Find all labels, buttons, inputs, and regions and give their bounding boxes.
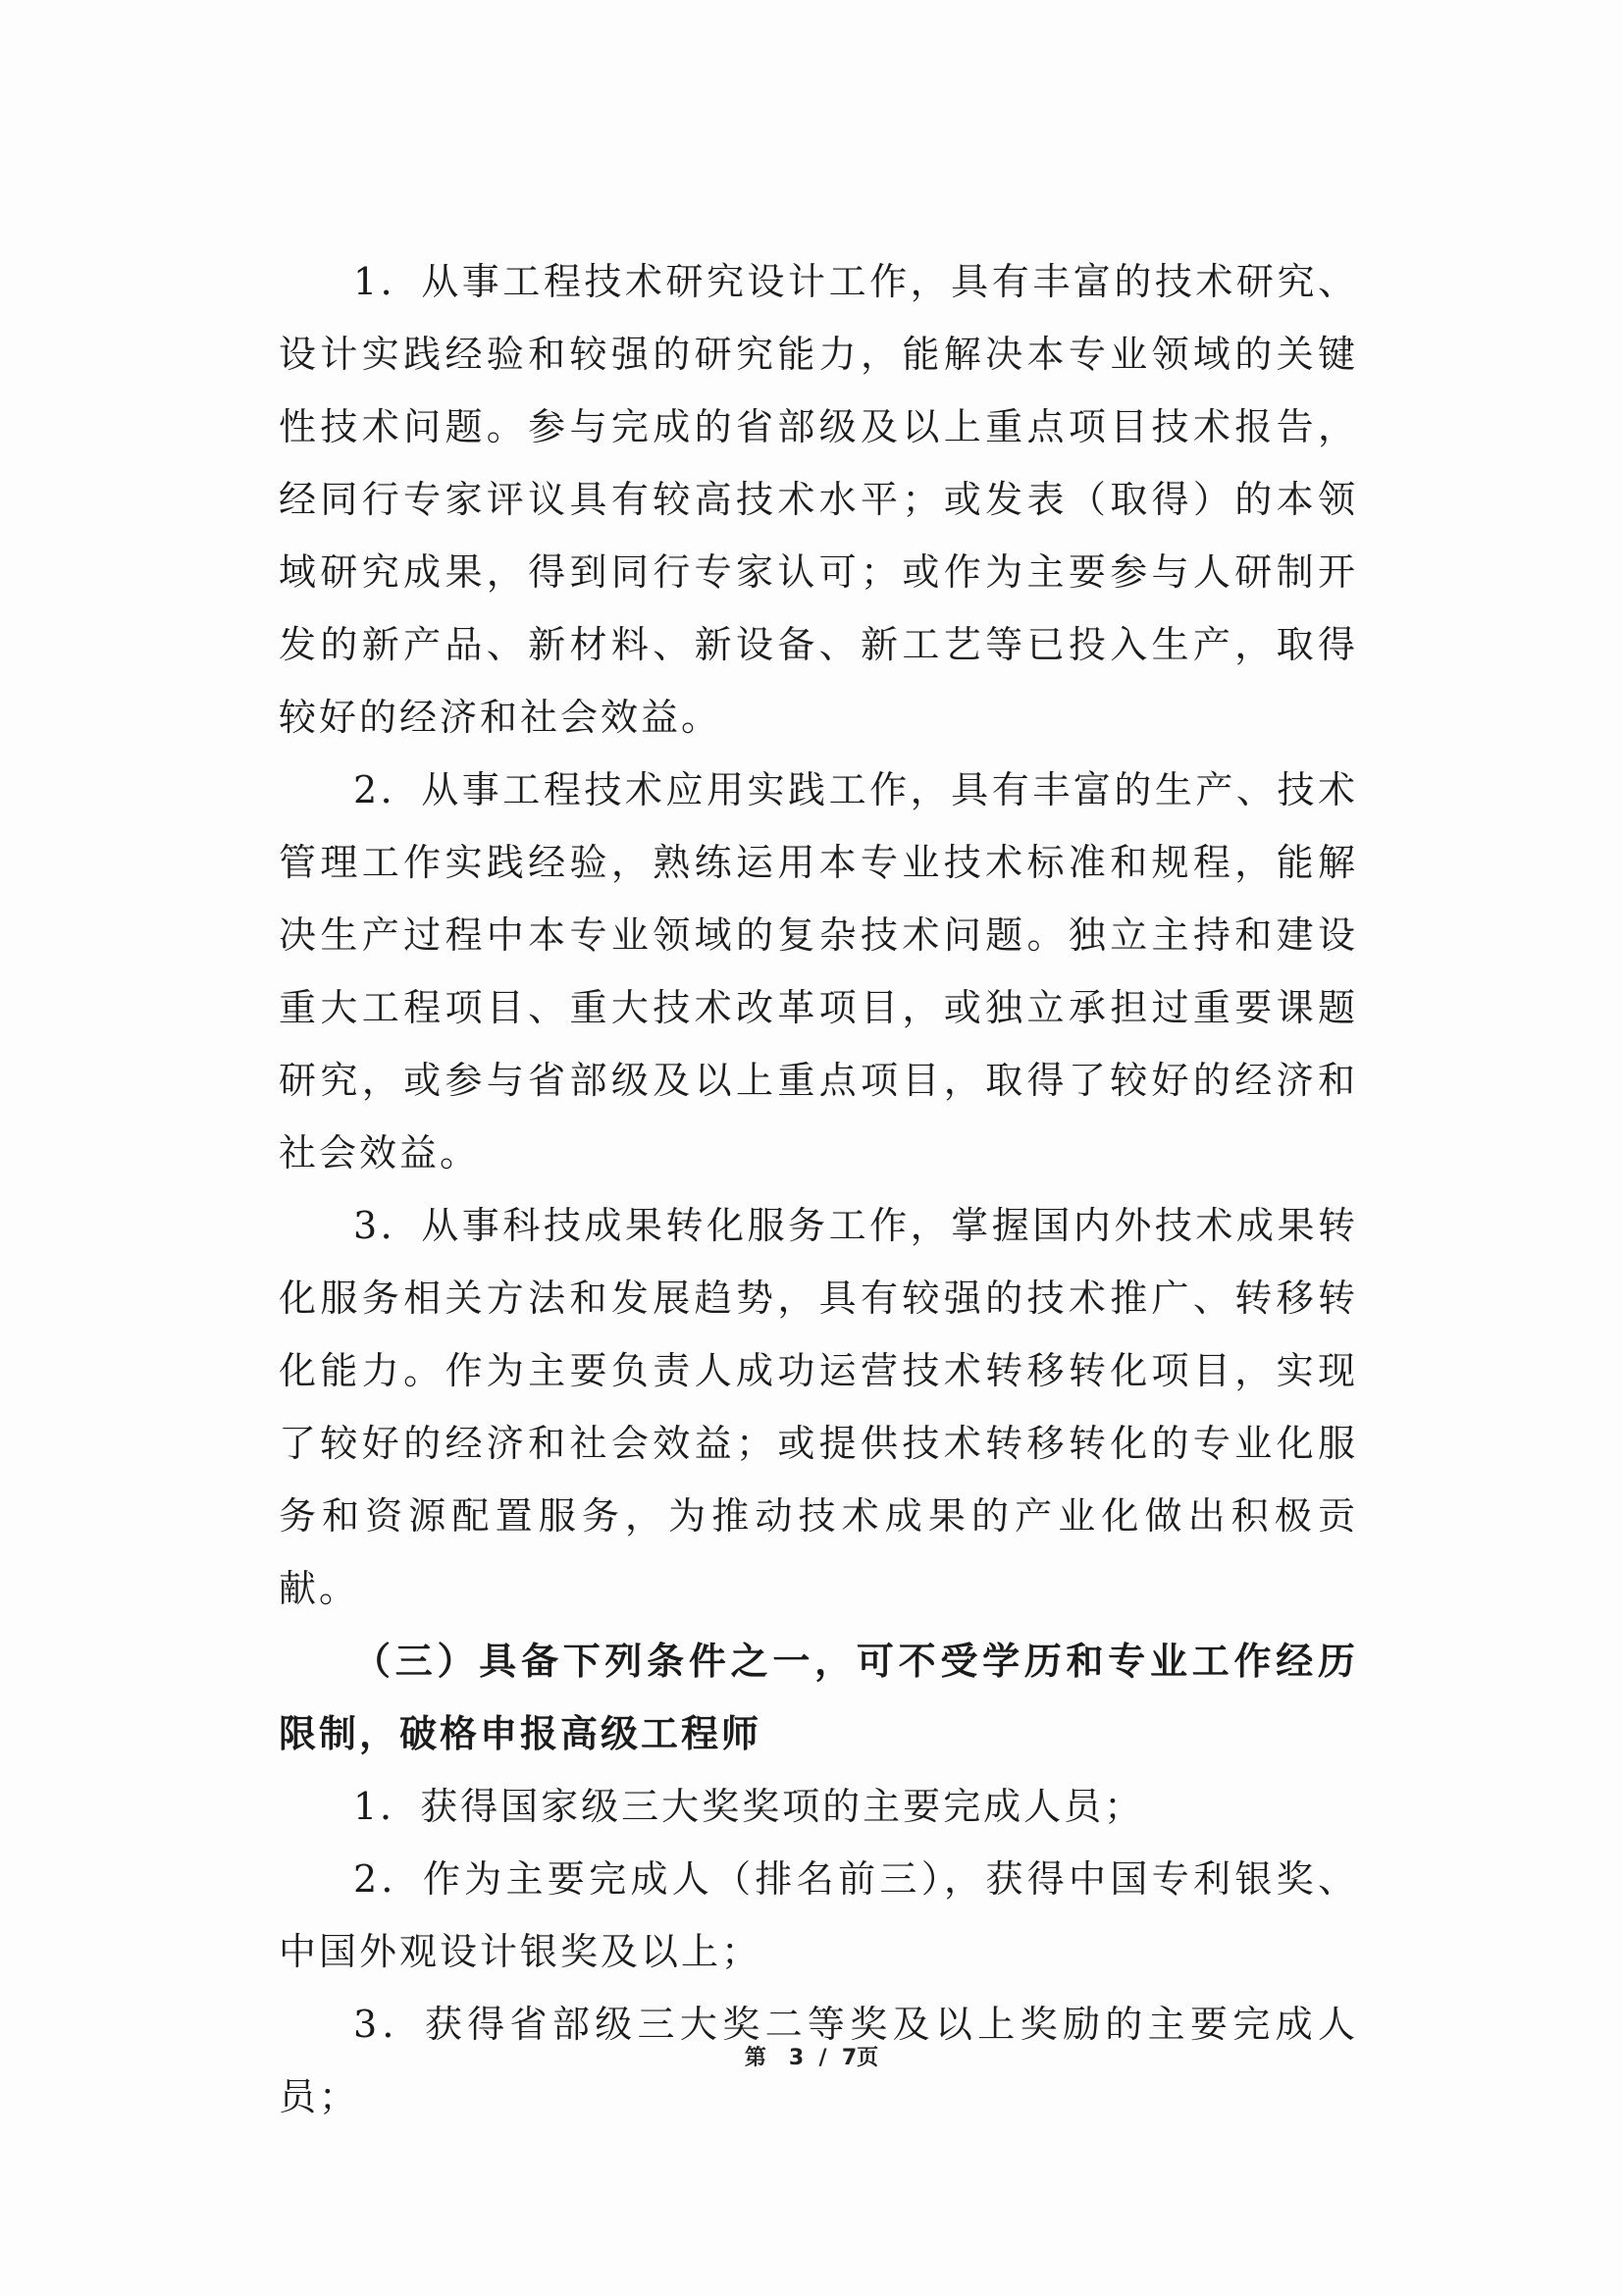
list-item-provincial-award: 3．获得省部级三大奖二等奖及以上奖励的主要完成人员； [279, 2003, 1358, 2118]
page-separator: / [818, 2046, 827, 2070]
page-label-prefix: 第 [744, 2046, 766, 2070]
list-item-national-award: 1．获得国家级三大奖奖项的主要完成人员； [353, 1785, 1145, 1828]
paragraph-application-practice: 2．从事工程技术应用实践工作，具有丰富的生产、技术管理工作实践经验，熟练运用本专业技术标准和规程，能解决生产过程中本专业领域的复杂技术问题。独立主持和建设重大工程项目、重大技术改革项目，或独立承担过重要课题研究，或参与省部级及以上重点项目，取得了较好的经济和社会效益。 [279, 768, 1358, 1174]
page-current: 3 [788, 2046, 805, 2070]
paragraph-tech-transfer: 3．从事科技成果转化服务工作，掌握国内外技术成果转化服务相关方法和发展趋势，具有较强的技术推广、转移转化能力。作为主要负责人成功运营技术转移转化项目，实现了较好的经济和社会效益；或提供技术转移转化的专业化服务和资源配置服务，为推动技术成果的产业化做出积极贡献。 [279, 1204, 1358, 1610]
page-total: 7 [841, 2046, 858, 2070]
document-body [279, 245, 1358, 2133]
list-item-patent-award: 2．作为主要完成人（排名前三），获得中国专利银奖、中国外观设计银奖及以上； [279, 1857, 1358, 1973]
page-label-suffix: 页 [857, 2046, 879, 2070]
page-number-footer [0, 2041, 1623, 2071]
section-heading: （三）具备下列条件之一，可不受学历和专业工作经历限制，破格申报高级工程师 [279, 1640, 1358, 1755]
paragraph-research-design: 1．从事工程技术研究设计工作，具有丰富的技术研究、设计实践经验和较强的研究能力，能解决本专业领域的关键性技术问题。参与完成的省部级及以上重点项目技术报告，经同行专家评议具有较高技术水平；或发表（取得）的本领域研究成果，得到同行专家认可；或作为主要参与人研制开发的新产品、新材料、新设备、新工艺等已投入生产，取得较好的经济和社会效益。 [279, 260, 1358, 739]
